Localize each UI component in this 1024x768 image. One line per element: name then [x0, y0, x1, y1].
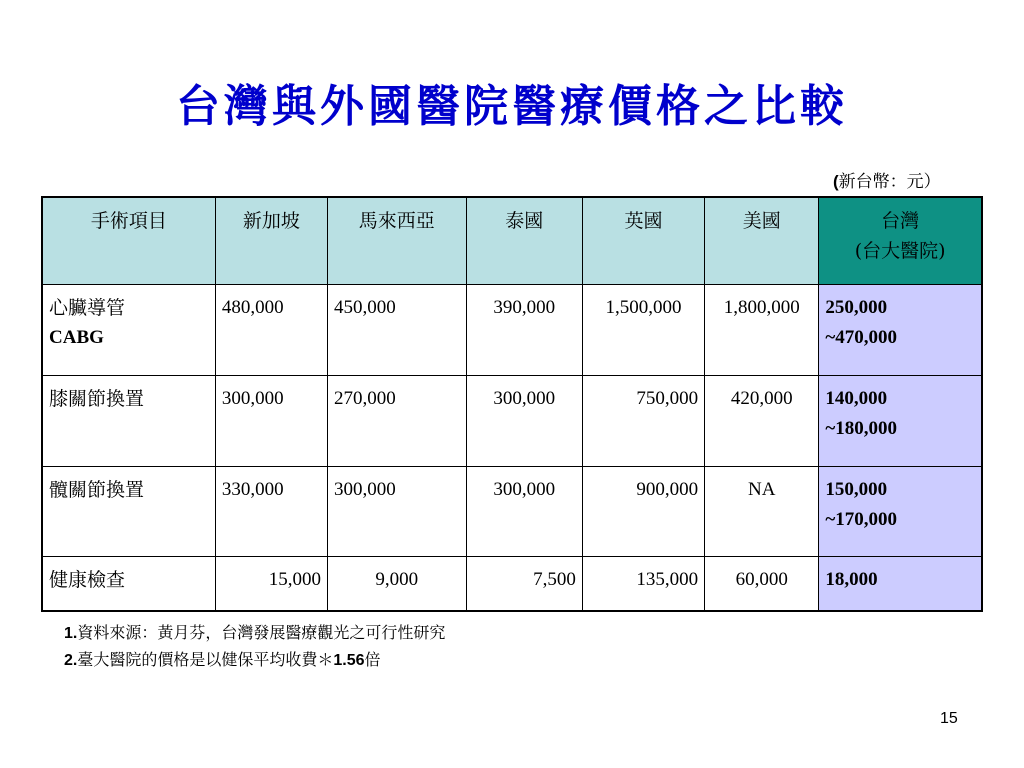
- price-thailand: 300,000: [466, 375, 582, 466]
- table-row: [42, 466, 982, 557]
- price-taiwan: [819, 466, 982, 557]
- unit-open-paren: (: [833, 172, 839, 191]
- price-singapore: 330,000: [215, 466, 327, 557]
- footnote-text: 資料來源：黃月芬，台灣發展醫療觀光之可行性研究: [77, 623, 446, 642]
- footnote-source: [64, 620, 445, 647]
- header-taiwan: [819, 197, 982, 285]
- slide-title: 台灣與外國醫院醫療價格之比較: [176, 81, 848, 132]
- footnote-number: 1.: [64, 625, 78, 642]
- price-taiwan-low: 150,000: [825, 478, 888, 500]
- header-thailand: 泰國: [466, 197, 582, 285]
- procedure-sub: CABG: [49, 327, 104, 348]
- table-header-row: [42, 197, 982, 285]
- procedure-name: 健康檢查: [49, 569, 126, 592]
- price-uk: 135,000: [582, 557, 704, 611]
- footnote-suffix: 倍: [364, 650, 381, 669]
- procedure-cell: [42, 375, 215, 466]
- price-singapore: 300,000: [215, 375, 327, 466]
- price-comparison-table: [41, 196, 983, 612]
- header-uk: 英國: [582, 197, 704, 285]
- price-taiwan: [819, 557, 982, 611]
- price-us: NA: [705, 466, 819, 557]
- header-taiwan-line1: 台灣: [881, 210, 920, 232]
- unit-text: 新台幣：元）: [838, 172, 941, 192]
- price-thailand: 390,000: [466, 285, 582, 376]
- price-taiwan-low: 140,000: [825, 387, 888, 409]
- price-taiwan-low: 18,000: [825, 569, 878, 591]
- procedure-cell: [42, 557, 215, 611]
- price-taiwan-high: ~470,000: [825, 327, 897, 348]
- procedure-name: 髖關節換置: [49, 478, 145, 501]
- price-taiwan-high: ~180,000: [825, 417, 897, 439]
- procedure-name: 心臟導管: [49, 297, 126, 319]
- footnote-multiplier: [64, 647, 445, 674]
- price-uk: 900,000: [582, 466, 704, 557]
- price-uk: 1,500,000: [582, 285, 704, 376]
- procedure-name: 膝關節換置: [49, 387, 145, 410]
- footnotes: [64, 620, 445, 674]
- price-malaysia: 300,000: [327, 466, 466, 557]
- table-row: [42, 375, 982, 466]
- price-taiwan-low: 250,000: [825, 297, 888, 318]
- price-malaysia: 270,000: [327, 375, 466, 466]
- price-us: 60,000: [705, 557, 819, 611]
- table-row: [42, 285, 982, 376]
- currency-unit-note: [833, 167, 941, 192]
- price-taiwan-high: ~170,000: [825, 508, 897, 530]
- price-thailand: 7,500: [466, 557, 582, 611]
- price-us: 1,800,000: [705, 285, 819, 376]
- price-taiwan: [819, 285, 982, 376]
- procedure-cell: [42, 466, 215, 557]
- price-thailand: 300,000: [466, 466, 582, 557]
- procedure-cell: [42, 285, 215, 376]
- price-singapore: 15,000: [215, 557, 327, 611]
- footnote-number: 2.: [64, 652, 78, 669]
- price-uk: 750,000: [582, 375, 704, 466]
- price-us: 420,000: [705, 375, 819, 466]
- page-number: 15: [940, 710, 958, 727]
- price-singapore: 480,000: [215, 285, 327, 376]
- header-procedure: 手術項目: [42, 197, 215, 285]
- header-us: 美國: [705, 197, 819, 285]
- footnote-value: 1.56: [333, 652, 365, 669]
- price-malaysia: 450,000: [327, 285, 466, 376]
- price-malaysia: 9,000: [327, 557, 466, 611]
- footnote-text: 臺大醫院的價格是以健保平均收費＊: [77, 650, 334, 669]
- header-malaysia: 馬來西亞: [327, 197, 466, 285]
- header-singapore: 新加坡: [215, 197, 327, 285]
- header-taiwan-line2: (台大醫院): [854, 240, 946, 262]
- price-taiwan: [819, 375, 982, 466]
- table-row: [42, 557, 982, 611]
